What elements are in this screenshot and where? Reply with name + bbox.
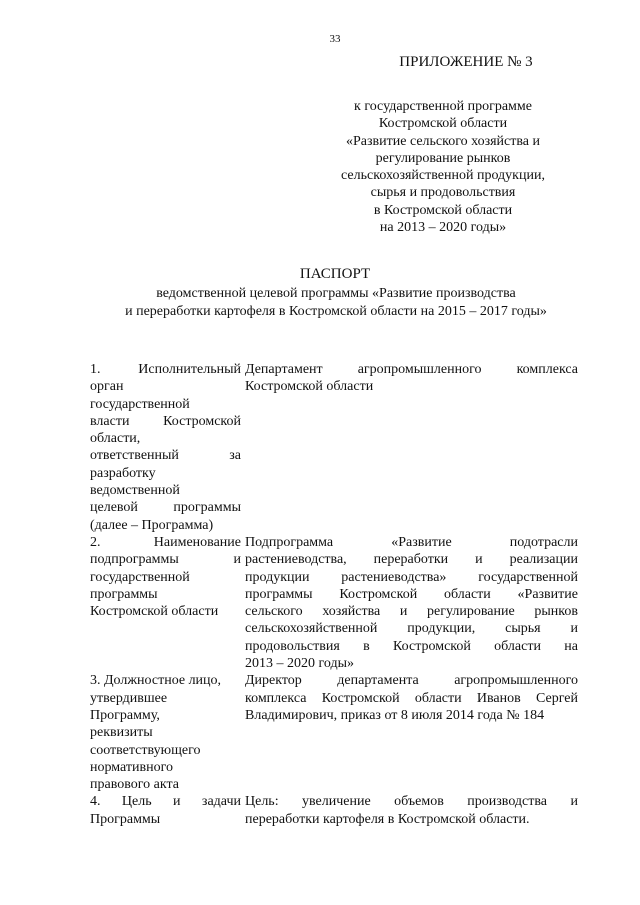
table-cell-word: Исполнительный: [138, 362, 241, 377]
table-cell-line: Костромской области: [245, 379, 374, 395]
table-cell-line: [90, 499, 241, 516]
passport-subtitle-line: и переработки картофеля в Костромской области на 2015 – 2017 годы»: [125, 304, 547, 319]
table-cell-word: области: [494, 638, 541, 654]
table-cell-word: агропромышленного: [454, 673, 578, 689]
table-cell-word: Наименование: [153, 534, 241, 550]
appendix-line: на 2013 – 2020 годы»: [379, 220, 507, 236]
table-cell-line: Программы: [90, 811, 161, 827]
appendix-title: ПРИЛОЖЕНИЕ № 3: [399, 54, 533, 70]
table-cell-line: [90, 447, 241, 464]
table-cell-word: Иванов: [476, 690, 521, 706]
table-cell-word: программы: [245, 586, 313, 602]
table-row: [90, 361, 578, 534]
table-cell-word: и: [570, 621, 578, 637]
table-cell-line: [245, 638, 578, 655]
table-cell-word: подпрограммы: [90, 552, 179, 568]
appendix-line: регулирование рынков: [375, 150, 511, 166]
table-cell-word: переработки: [373, 552, 449, 568]
table-cell-word: и: [399, 604, 408, 620]
table-cell-word: Сергей: [536, 690, 578, 706]
table-cell-word: подотрасли: [509, 534, 578, 550]
table-cell-word: и: [233, 552, 241, 568]
appendix-line: к государственной программе: [354, 99, 532, 114]
table-cell-word: продовольствия: [245, 638, 340, 654]
table-cell-word: области: [443, 586, 491, 602]
table-cell-value: [245, 672, 578, 793]
table-cell-word: задачи: [201, 794, 241, 810]
table-cell-line: программы: [90, 586, 158, 602]
table-cell-word: и: [173, 794, 181, 810]
table-cell-word: регулирование: [427, 604, 515, 620]
table-cell-word: в: [363, 638, 370, 654]
table-cell-word: продукции,: [407, 621, 476, 637]
table-cell-line: [245, 793, 578, 810]
appendix-reference: [312, 98, 574, 236]
table-cell-word: целевой: [90, 500, 138, 516]
table-cell-line: нормативного: [90, 759, 174, 775]
passport-title: ПАСПОРТ: [299, 266, 371, 282]
table-cell-word: государственной: [478, 569, 578, 585]
table-cell-line: [245, 361, 578, 378]
table-cell-line: [245, 586, 578, 603]
table-cell-word: сырья: [505, 621, 541, 637]
table-cell-word: области: [414, 690, 462, 706]
table-cell-word: агропромышленного: [357, 362, 482, 377]
table-cell-word: хозяйства: [322, 604, 381, 620]
table-cell-line: [245, 690, 578, 707]
table-cell-line: государственной: [90, 569, 190, 585]
table-cell-word: Подпрограмма: [245, 534, 334, 550]
table-cell-value: [245, 534, 578, 672]
table-cell-word: комплекса: [245, 690, 307, 706]
table-cell-line: соответствующего: [90, 742, 201, 758]
table-cell-line: Костромской области: [90, 604, 219, 620]
table-cell-line: ведомственной: [90, 483, 180, 499]
table-cell-label: [90, 361, 241, 534]
table-cell-word: растениеводства»: [341, 569, 447, 585]
appendix-line: в Костромской области: [373, 202, 513, 218]
table-cell-line: 3. Должностное лицо,: [90, 673, 222, 689]
appendix-line: Костромской области: [378, 116, 508, 132]
table-cell-word: программы: [173, 500, 241, 516]
table-cell-word: производства: [467, 794, 548, 810]
table-cell-line: [90, 534, 241, 551]
table-cell-word: за: [229, 448, 241, 464]
table-cell-word: 1.: [90, 362, 101, 377]
table-cell-word: на: [564, 638, 578, 654]
table-cell-line: области,: [90, 431, 141, 447]
table-cell-word: продукции: [245, 569, 310, 585]
table-cell-value: [245, 361, 578, 534]
table-cell-line: [90, 361, 241, 378]
table-cell-word: комплекса: [516, 362, 578, 377]
table-cell-word: департамента: [337, 673, 419, 689]
table-cell-word: «Развитие: [391, 534, 452, 550]
table-cell-line: [245, 672, 578, 689]
table-cell-label: [90, 672, 241, 793]
table-cell-word: Костромской: [321, 690, 400, 706]
table-cell-word: и: [475, 552, 483, 568]
appendix-line: сельскохозяйственной продукции,: [341, 168, 545, 184]
table-cell-line: орган: [90, 379, 124, 395]
table-cell-word: Костромской: [163, 413, 241, 429]
table-cell-value: [245, 793, 578, 828]
table-cell-word: увеличение: [302, 794, 371, 810]
table-cell-word: ответственный: [90, 448, 179, 464]
table-row: [90, 672, 578, 793]
table-cell-word: сельского: [245, 604, 303, 620]
table-row: [90, 534, 578, 672]
table-cell-word: сельскохозяйственной: [245, 621, 378, 637]
table-cell-word: и: [570, 794, 578, 810]
table-cell-line: [90, 793, 241, 810]
table-cell-word: Цель:: [245, 794, 279, 810]
page-number: 33: [329, 33, 341, 45]
table-cell-line: правового акта: [90, 777, 179, 793]
table-cell-line: реквизиты: [90, 725, 153, 741]
table-cell-line: [245, 569, 578, 586]
table-cell-line: государственной: [90, 396, 190, 412]
table-cell-word: рынков: [534, 604, 578, 620]
table-cell-line: [245, 603, 578, 620]
table-cell-word: Директор: [245, 673, 302, 689]
table-cell-line: Программу,: [90, 707, 160, 723]
table-cell-word: реализации: [509, 552, 578, 568]
table-cell-word: Департамент: [245, 362, 323, 377]
table-cell-word: власти: [90, 413, 130, 429]
table-cell-label: [90, 793, 241, 828]
table-cell-line: [245, 620, 578, 637]
table-cell-word: «Развитие: [517, 586, 578, 602]
table-cell-label: [90, 534, 241, 672]
passport-subtitle: [86, 285, 586, 321]
table-cell-line: [90, 551, 241, 568]
table-cell-word: 2.: [90, 534, 101, 550]
table-cell-word: объемов: [394, 794, 444, 810]
table-cell-line: (далее – Программа): [90, 517, 214, 533]
table-cell-line: утвердившее: [90, 690, 168, 706]
table-cell-line: переработки картофеля в Костромской области.: [245, 811, 530, 827]
table-cell-word: 4.: [90, 794, 101, 810]
table-cell-line: разработку: [90, 465, 156, 481]
table-row: [90, 793, 578, 828]
table-cell-word: Костромской: [392, 638, 471, 654]
passport-table: [90, 361, 578, 828]
table-cell-word: Цель: [121, 794, 152, 810]
table-cell-line: [90, 413, 241, 430]
passport-subtitle-line: ведомственной целевой программы «Развитие производства: [156, 286, 516, 301]
table-cell-line: [245, 551, 578, 568]
table-cell-word: растениеводства,: [245, 552, 347, 568]
table-cell-line: 2013 – 2020 годы»: [245, 656, 355, 672]
table-cell-word: Костромской: [339, 586, 418, 602]
table-cell-line: Владимирович, приказ от 8 июля 2014 года № 184: [245, 707, 545, 723]
appendix-line: сырья и продовольствия: [370, 185, 516, 201]
appendix-line: «Развитие сельского хозяйства и: [345, 133, 541, 149]
table-cell-line: [245, 534, 578, 551]
